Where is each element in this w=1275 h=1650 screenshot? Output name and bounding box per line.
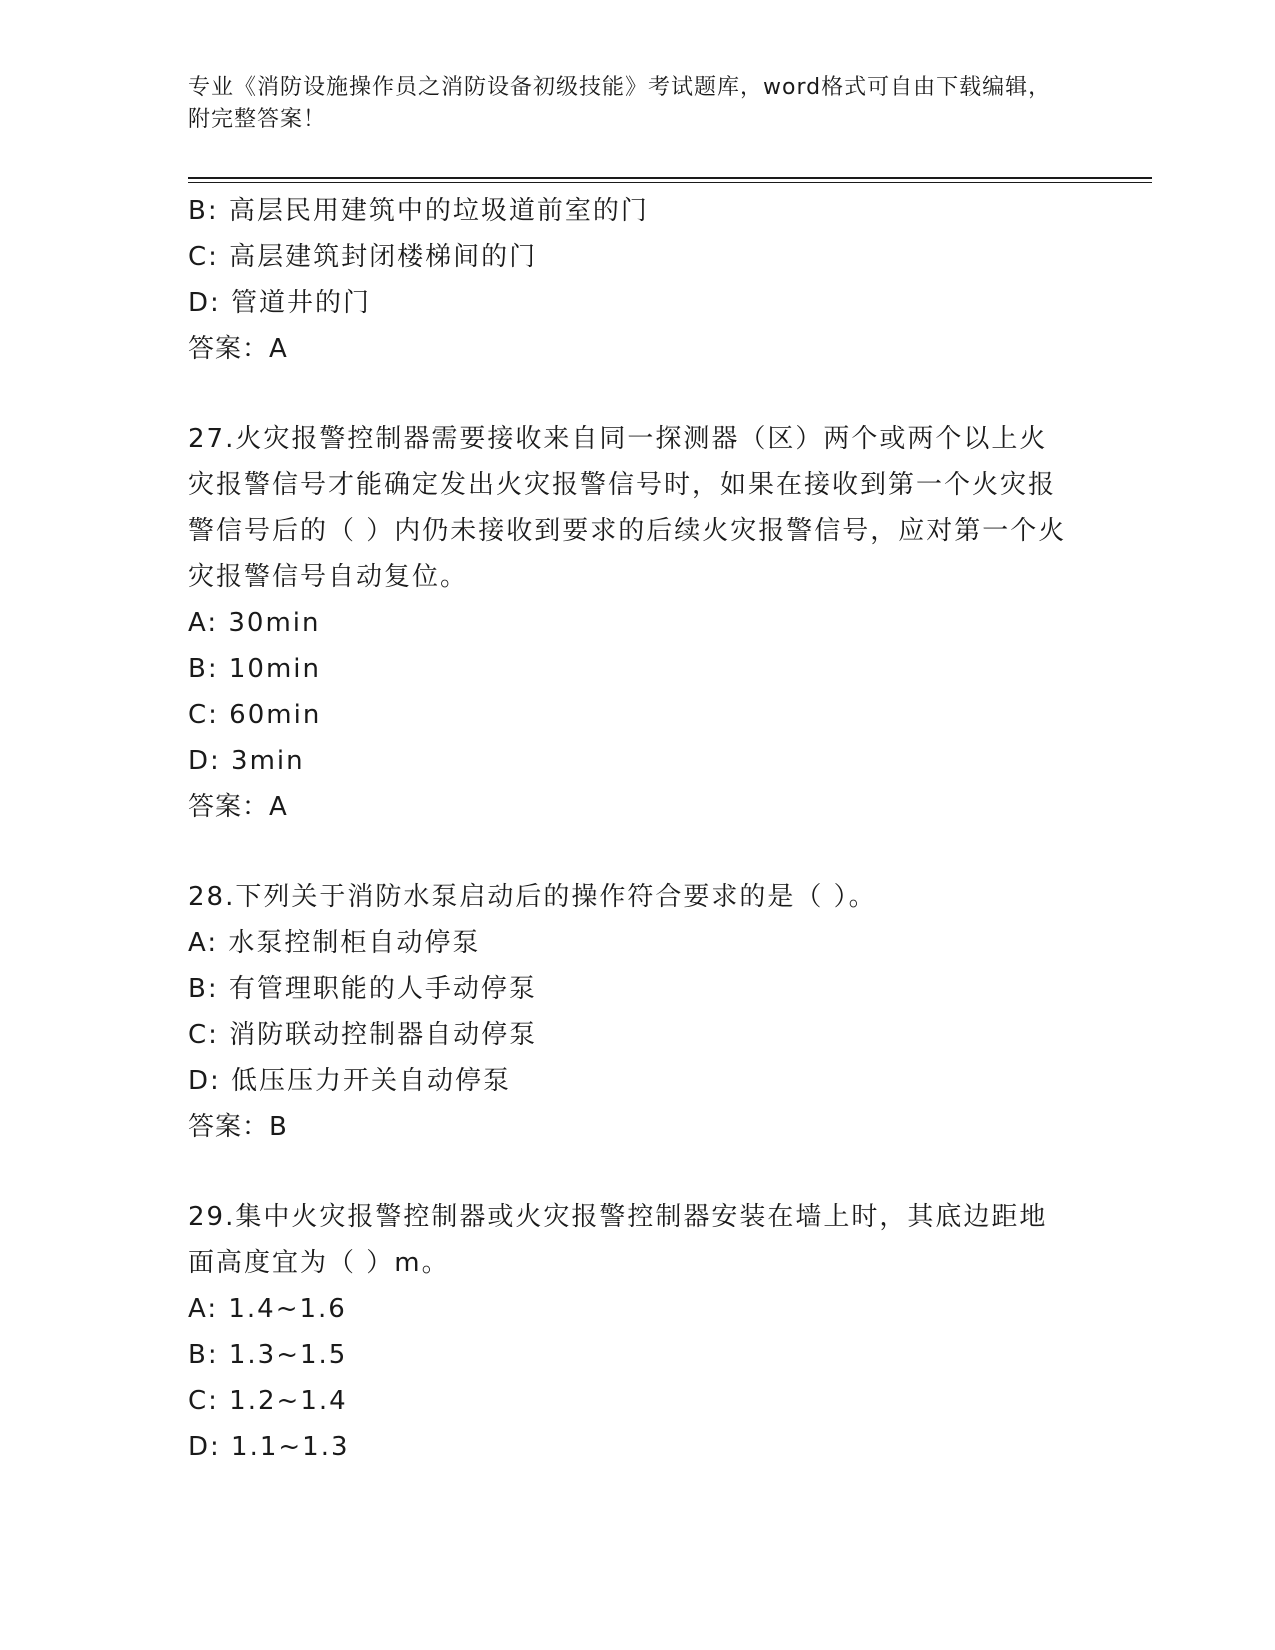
option-b: B: 有管理职能的人手动停泵	[188, 974, 537, 1004]
answer-line: 答案：A	[188, 334, 288, 364]
option-a: A: 1.4~1.6	[188, 1294, 347, 1324]
option-b: B: 1.3~1.5	[188, 1340, 348, 1370]
header-divider-top	[188, 177, 1152, 179]
option-c: C: 消防联动控制器自动停泵	[188, 1020, 538, 1050]
document-header: 专业《消防设施操作员之消防设备初级技能》考试题库，word格式可自由下载编辑，附完整答案！	[188, 75, 1052, 132]
option-d: D: 管道井的门	[188, 288, 372, 318]
document-body	[188, 188, 1088, 1470]
option-a: A: 水泵控制柜自动停泵	[188, 928, 481, 958]
option-d: D: 低压压力开关自动停泵	[188, 1066, 512, 1096]
prev-question	[188, 188, 1088, 372]
option-a: A: 30min	[188, 608, 321, 638]
question-29	[188, 1194, 1088, 1470]
question-text: 27.火灾报警控制器需要接收来自同一探测器（区）两个或两个以上火灾报警信号才能确定发出火灾报警信号时，如果在接收到第一个火灾报警信号后的（ ）内仍未接收到要求的后续火灾报警信号，应对第一个火灾报警信号自动复位。	[188, 424, 1067, 592]
answer-line: 答案：A	[188, 792, 288, 822]
question-28	[188, 874, 1088, 1150]
option-c: C: 60min	[188, 700, 322, 730]
option-c: C: 高层建筑封闭楼梯间的门	[188, 242, 538, 272]
option-d: D: 1.1~1.3	[188, 1432, 350, 1462]
option-d: D: 3min	[188, 746, 305, 776]
option-b: B: 10min	[188, 654, 321, 684]
option-b: B: 高层民用建筑中的垃圾道前室的门	[188, 196, 649, 226]
header-divider-bottom	[188, 182, 1152, 183]
question-text: 29.集中火灾报警控制器或火灾报警控制器安装在墙上时，其底边距地面高度宜为（ ）m。	[188, 1202, 1048, 1278]
question-27	[188, 416, 1088, 830]
option-c: C: 1.2~1.4	[188, 1386, 348, 1416]
question-text: 28.下列关于消防水泵启动后的操作符合要求的是（ ）。	[188, 882, 877, 912]
answer-line: 答案：B	[188, 1112, 288, 1142]
